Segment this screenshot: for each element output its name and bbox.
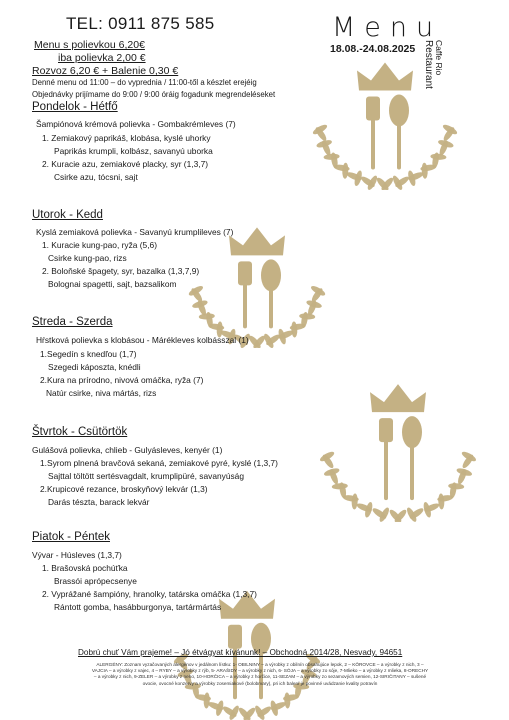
wreath-emblem-3 xyxy=(318,362,478,522)
thursday-dish-1: 1.Syrom plnená bravčová sekaná, zemiakové pyré, kyslé (1,3,7) xyxy=(40,458,278,468)
friday-dish-2: 2. Vyprážané šampióny, hranolky, tatárska omáčka (1,3,7) xyxy=(42,589,257,599)
spoon-icon xyxy=(389,94,409,169)
friday-soup: Vývar - Húsleves (1,3,7) xyxy=(32,550,122,560)
thursday-dish-1-hu: Sajttal töltött sertésvagdalt, krumplipüré, savanyúság xyxy=(48,471,244,481)
tuesday-dish-1-hu: Csirke kung-pao, rizs xyxy=(48,253,127,263)
spoon-icon xyxy=(261,259,281,328)
thursday-soup: Gulášová polievka, chlieb - Gulyásleves, kenyér (1) xyxy=(32,445,223,455)
tuesday-dish-2-hu: Bolognai spagetti, sajt, bazsalikom xyxy=(48,279,177,289)
wednesday-dish-1-hu: Szegedi káposzta, knédli xyxy=(48,362,141,372)
delivery-price: Rozvoz 6,20 € + Balenie 0,30 € xyxy=(32,65,179,77)
wreath-emblem-2 xyxy=(187,196,327,348)
tuesday-soup: Kyslá zemiaková polievka - Savanyú krumplileves (7) xyxy=(36,227,234,237)
wednesday-dish-1: 1.Segedín s knedľou (1,7) xyxy=(40,349,137,359)
wreath-emblem-4 xyxy=(172,552,322,720)
restaurant-name xyxy=(423,40,446,100)
wednesday-dish-2-hu: Natúr csirke, niva mártás, rizs xyxy=(46,388,157,398)
day-title-friday: Piatok - Péntek xyxy=(32,531,110,543)
soup-only-price: iba polievka 2,00 € xyxy=(58,52,146,64)
wednesday-dish-2: 2.Kura na prírodno, nivová omáčka, ryža (7) xyxy=(40,375,204,385)
wednesday-soup: Hŕstková polievka s klobásou - Márékleves kolbásszal (1) xyxy=(36,335,249,345)
menu-with-soup-price: Menu s polievkou 6,20€ xyxy=(34,39,145,51)
monday-dish-2-hu: Csirke azu, tócsni, sajt xyxy=(54,172,138,182)
menu-title: Menu xyxy=(332,12,443,43)
crown-icon xyxy=(370,384,426,412)
crown-icon xyxy=(229,227,285,255)
date-range: 18.08.-24.08.2025 xyxy=(330,43,416,55)
fork-icon xyxy=(238,261,252,328)
allergen-list: ALERGÉNY: Zoznam vyzačovaných alergénov v jedálnom lístku: 1- OBILNINY – a výrobky z obilnín obsahujúce lepok, 2 – KÔROVCE – a výrobky z nich, 3 – VAJCIA – a výrobky z vajec, 4 – RYBY – a výrobky z rýb, 5- ARAŠIDY – a výrobky z nich, 6- SÓJA – a výrobky zo sóje, 7-Mlieko – a výrobky z mlieka, 8-ORECHY – a výrobky z nich, 9-ZELER – a výrobky z neho, 10-HORČICA – a výrobky z horčice, 11-SEZAM – a výrobky zo sezamových semien, 12-SIRIČITANY – sušené ovocie, ovocné konzervy a výrobky zosemiakové (bolobrvary), pri ich balení je povinné uvádzanie kvality potravín xyxy=(91,662,429,686)
fork-icon xyxy=(366,96,380,169)
monday-dish-1-hu: Paprikás krumpli, kolbász, savanyú uborka xyxy=(54,146,213,156)
friday-dish-2-hu: Rántott gomba, hasábburgonya, tartármártás xyxy=(54,602,222,612)
crown-icon xyxy=(357,62,413,90)
day-title-tuesday: Utorok - Kedd xyxy=(32,209,103,221)
day-title-wednesday: Streda - Szerda xyxy=(32,316,113,328)
laurel-branch xyxy=(314,123,459,190)
monday-soup: Šampiónová krémová polievka - Gombakrémleves (7) xyxy=(36,119,236,129)
tuesday-dish-1: 1. Kuracie kung-pao, ryža (5,6) xyxy=(42,240,157,250)
thursday-dish-2: 2.Krupicové rezance, broskyňový lekvár (1,3) xyxy=(40,484,208,494)
tuesday-dish-2: 2. Boloňské špagety, syr, bazalka (1,3,7,9) xyxy=(42,266,200,276)
daily-menu-note: Denné menu od 11:00 – do vyprednia / 11:00-től a készlet erejéig xyxy=(32,78,257,87)
friday-dish-1: 1. Brašovská pochúťka xyxy=(42,563,128,573)
footer-slogan: Dobrú chuť Vám prajeme! – Jó étvágyat kívánunk! – Obchodná 2014/28, Nesvady, 94651 xyxy=(78,648,403,657)
thursday-dish-2-hu: Darás tészta, barack lekvár xyxy=(48,497,150,507)
day-title-monday: Pondelok - Hétfő xyxy=(32,101,118,113)
fork-icon xyxy=(379,418,393,500)
restaurant-name-line1: Caffe Rio xyxy=(434,40,444,76)
phone-number: TEL: 0911 875 585 xyxy=(66,14,215,33)
friday-dish-1-hu: Brassói aprópecsenye xyxy=(54,576,137,586)
day-title-thursday: Štvrtok - Csütörtök xyxy=(32,426,128,438)
monday-dish-1: 1. Zemiakový paprikáš, klobása, kyslé uhorky xyxy=(42,133,211,143)
spoon-icon xyxy=(402,416,422,500)
restaurant-name-line2: Restaurant xyxy=(423,40,434,89)
order-note: Objednávky prijímame do 9:00 / 9:00 óráig fogadunk megrendeléseket xyxy=(32,90,276,99)
monday-dish-2: 2. Kuracie azu, zemiakové placky, syr (1,3,7) xyxy=(42,159,209,169)
laurel-branch xyxy=(321,450,477,522)
spoon-icon xyxy=(251,623,271,700)
